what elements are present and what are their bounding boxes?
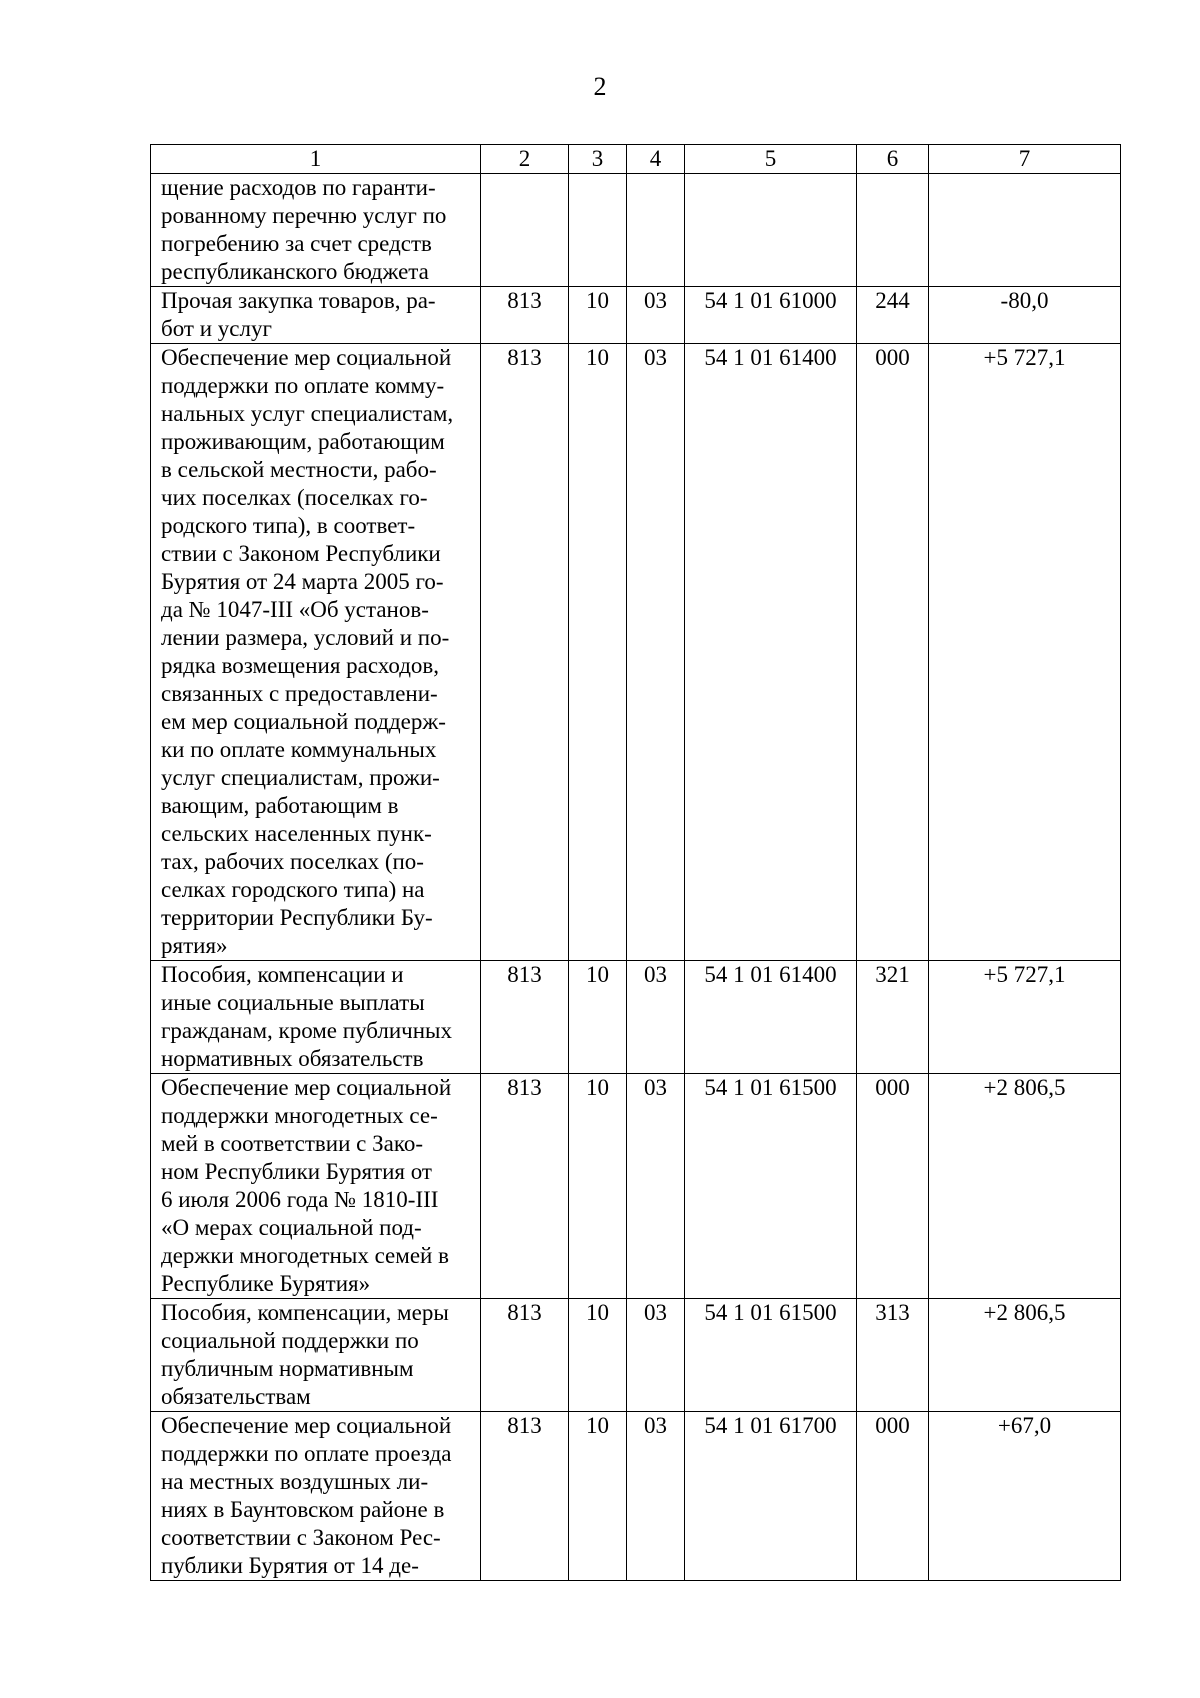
- table-row: [151, 961, 1121, 1074]
- cell-col6: 321: [857, 961, 929, 1074]
- budget-table: [150, 144, 1121, 1581]
- cell-col4: 03: [627, 961, 685, 1074]
- cell-col2: [481, 174, 569, 287]
- cell-col7: +5 727,1: [929, 344, 1121, 961]
- cell-col5: 54 1 01 61400: [685, 344, 857, 961]
- header-cell: 7: [929, 145, 1121, 174]
- cell-col2: 813: [481, 961, 569, 1074]
- cell-col4: 03: [627, 287, 685, 344]
- table-row: [151, 287, 1121, 344]
- cell-col4: [627, 174, 685, 287]
- cell-col3: 10: [569, 961, 627, 1074]
- cell-col7: +2 806,5: [929, 1299, 1121, 1412]
- cell-col2: 813: [481, 1412, 569, 1581]
- table-row: [151, 1074, 1121, 1299]
- cell-col6: 000: [857, 344, 929, 961]
- row-name-cell: Обеспечение мер социальной поддержки по оплате комму- нальных услуг специалистам, проживающим, работающим в сельской местности, рабо- чих поселках (поселках го- родского типа), в соответ- ствии с Законом Республики Бурятия от 24 марта 2005 го- да № 1047-III «Об установ- лении размера, условий и по- рядка возмещения расходов, связанных с предоставлени- ем мер социальной поддерж- ки по оплате коммунальных услуг специалистам, прожи- вающим, работающим в сельских населенных пунк- тах, рабочих поселках (по- селках городского типа) на территории Республики Бу- рятия»: [151, 344, 481, 961]
- row-name-cell: Прочая закупка товаров, ра- бот и услуг: [151, 287, 481, 344]
- cell-col2: 813: [481, 1074, 569, 1299]
- cell-col6: 000: [857, 1412, 929, 1581]
- table-row: [151, 1412, 1121, 1581]
- cell-col4: 03: [627, 344, 685, 961]
- cell-col2: 813: [481, 287, 569, 344]
- row-name-cell: Обеспечение мер социальной поддержки многодетных се- мей в соответствии с Зако- ном Республики Бурятия от 6 июля 2006 года № 1810-III «О мерах социальной под- держки многодетных семей в Республике Бурятия»: [151, 1074, 481, 1299]
- cell-col5: 54 1 01 61000: [685, 287, 857, 344]
- cell-col5: 54 1 01 61700: [685, 1412, 857, 1581]
- cell-col5: [685, 174, 857, 287]
- header-cell: 2: [481, 145, 569, 174]
- row-name-cell: Пособия, компенсации, меры социальной поддержки по публичным нормативным обязательствам: [151, 1299, 481, 1412]
- cell-col3: 10: [569, 1412, 627, 1581]
- header-cell: 1: [151, 145, 481, 174]
- table-row: [151, 1299, 1121, 1412]
- row-name-cell: Пособия, компенсации и иные социальные выплаты гражданам, кроме публичных нормативных обязательств: [151, 961, 481, 1074]
- cell-col3: 10: [569, 1074, 627, 1299]
- header-cell: 3: [569, 145, 627, 174]
- table-header-row: [151, 145, 1121, 174]
- cell-col6: 000: [857, 1074, 929, 1299]
- cell-col7: [929, 174, 1121, 287]
- row-name-cell: Обеспечение мер социальной поддержки по оплате проезда на местных воздушных ли- ниях в Баунтовском районе в соответствии с Законом Рес- публики Бурятия от 14 де-: [151, 1412, 481, 1581]
- cell-col6: 313: [857, 1299, 929, 1412]
- cell-col7: -80,0: [929, 287, 1121, 344]
- cell-col5: 54 1 01 61500: [685, 1074, 857, 1299]
- cell-col3: 10: [569, 287, 627, 344]
- cell-col3: 10: [569, 1299, 627, 1412]
- table-row: [151, 344, 1121, 961]
- cell-col6: [857, 174, 929, 287]
- row-name-cell: щение расходов по гаранти- рованному перечню услуг по погребению за счет средств республиканского бюджета: [151, 174, 481, 287]
- cell-col3: 10: [569, 344, 627, 961]
- table-row: [151, 174, 1121, 287]
- page-number: 2: [593, 72, 607, 101]
- header-cell: 5: [685, 145, 857, 174]
- cell-col4: 03: [627, 1412, 685, 1581]
- cell-col4: 03: [627, 1299, 685, 1412]
- header-cell: 6: [857, 145, 929, 174]
- cell-col5: 54 1 01 61400: [685, 961, 857, 1074]
- cell-col2: 813: [481, 344, 569, 961]
- cell-col7: +5 727,1: [929, 961, 1121, 1074]
- cell-col3: [569, 174, 627, 287]
- cell-col4: 03: [627, 1074, 685, 1299]
- cell-col7: +67,0: [929, 1412, 1121, 1581]
- cell-col5: 54 1 01 61500: [685, 1299, 857, 1412]
- cell-col7: +2 806,5: [929, 1074, 1121, 1299]
- header-cell: 4: [627, 145, 685, 174]
- cell-col6: 244: [857, 287, 929, 344]
- cell-col2: 813: [481, 1299, 569, 1412]
